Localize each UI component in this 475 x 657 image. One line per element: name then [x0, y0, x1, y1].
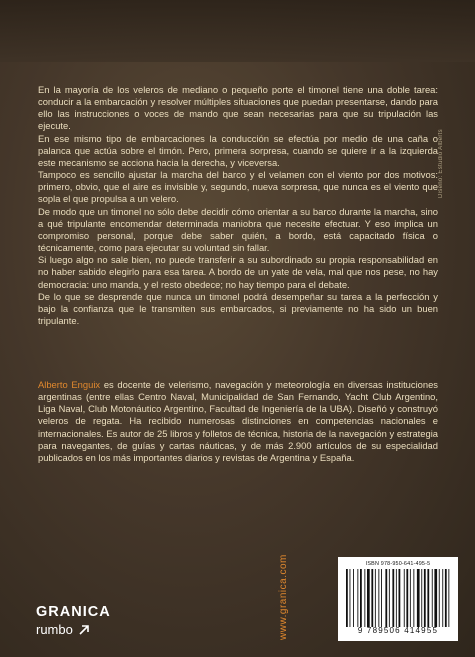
barcode — [338, 557, 458, 641]
arrow-up-right-icon — [78, 624, 90, 636]
brand-name: GRANICA — [36, 604, 111, 620]
barcode-digits: 9 789506 414955 — [357, 626, 439, 635]
bio-text: es docente de velerismo, navegación y meteorología en diversas instituciones argentinas (entre ellas Centro Naval, Municipalidad de San Fernando, Yacht Club Argentino, Liga Naval, Club Motonáutico Argentino, Facultad de Ingeniería de la UBA). Diseñó y construyó veleros de regata. Ha recibido numerosas distinciones en competencias nacionales e internacionales. Es autor de 25 libros y folletos de técnica, historia de la navegación y estrategia para navegantes, de guías y cartas náuticas, y de más 2.900 artículos de su especialidad publicados en los más importantes diarios y revistas de Argentina y España. — [38, 379, 438, 463]
author-name: Alberto Enguix — [38, 379, 101, 390]
paragraph: Tampoco es sencillo ajustar la marcha del barco y el velamen con el viento por dos motivos: primero, obvio, que el aire es invisible y, segundo, nueva sorpresa, que nunca es el viento que sopla el que propulsa a un velero. — [38, 169, 438, 205]
barcode-bars — [346, 569, 450, 627]
paragraph: En la mayoría de los veleros de mediano o pequeño porte el timonel tiene una doble tarea: conducir a la embarcación y resolver múltiples situaciones que puedan presentarse, dando para ello las instrucciones o voces de mando que sean necesarias para que su tripulación las ejecute. — [38, 84, 438, 132]
paragraph: De lo que se desprende que nunca un timonel podrá desempeñar su tarea a la perfección y bajo la confianza que le transmiten sus embarcados, si previamente no ha sido un buen tripulante. — [38, 290, 438, 326]
synopsis — [38, 84, 438, 327]
isbn: ISBN 978-950-641-495-5 — [365, 561, 431, 567]
author-bio — [38, 379, 438, 464]
publisher-logo — [36, 604, 111, 638]
paragraph: De modo que un timonel no sólo debe decidir cómo orientar a su barco durante la marcha, sino a qué tripulante encomendar determinada maniobra que necesite efectuar. Y eso implica un compromiso personal, porque debe saber quién, a bordo, está capacitado física o técnicamente, como para ejecutar su voluntad sin fallar. — [38, 205, 438, 254]
paragraph: Si luego algo no sale bien, no puede transferir a su subordinado su propia responsabilidad en no haber sabido elegirlo para esa tarea. A bordo de un yate de vela, mal que nos pese, no hay democracia: uno manda, y el resto obedece; no hay tiempo para el debate. — [38, 254, 438, 290]
top-strip — [0, 0, 475, 62]
paragraph: En ese mismo tipo de embarcaciones la conducción se efectúa por medio de una caña o palanca que actúa sobre el timón. Pero, primera sorpresa, cuando se quiere ir a la izquierda este mecanismo se acciona hacia la derecha, y viceversa. — [38, 132, 438, 168]
collection-name: rumbo — [36, 622, 73, 637]
design-credit: Diseño: Estudio Alberts — [438, 129, 444, 198]
bio-paragraph — [38, 379, 438, 464]
publisher-url: www.granica.com — [278, 554, 289, 640]
brand-collection — [36, 622, 111, 638]
